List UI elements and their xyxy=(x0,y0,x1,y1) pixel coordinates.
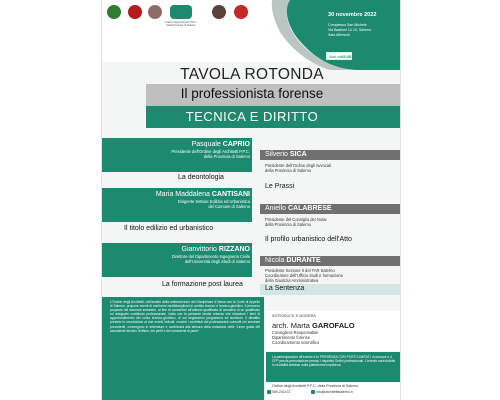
speaker-role: Presidente del Consiglio dei Notai xyxy=(265,217,327,222)
speaker-first-name: Gianvittorio xyxy=(181,246,217,253)
speaker-first-name: Maria Maddalena xyxy=(155,191,210,198)
title-line-2: Il professionista forense xyxy=(180,86,324,101)
speaker-first-name: Aniello xyxy=(265,205,287,212)
speaker-calabrese xyxy=(265,205,332,212)
venue-logo-mark-icon xyxy=(360,52,367,60)
moderator-role-line: Coordinamento scientifico xyxy=(272,340,320,345)
footer-email[interactable]: info@architettisalerno.it xyxy=(316,390,353,394)
start-time-label: Start ore xyxy=(329,54,343,59)
talk-title: La deontologia xyxy=(178,174,224,181)
event-date: 30 novembre 2022 xyxy=(328,12,377,18)
speaker-role: del Comune di Salerno xyxy=(208,204,250,209)
moderator-role-line: Consigliera Responsabile xyxy=(272,330,319,335)
email-icon xyxy=(311,390,315,394)
speaker-role: dell'Università degli Studi di Salerno xyxy=(184,259,250,264)
venue-line-2: Via Bastioni 14 10, Salerno xyxy=(328,28,372,32)
start-time-box xyxy=(326,52,352,60)
title-line-3: TECNICA E DIRITTO xyxy=(185,109,319,124)
speaker-role: Presidente dell'Ordine degli Avvocati xyxy=(265,163,332,168)
intro-text: L'Ordine degli Architetti, nell'ambito della sottoscrizione del Disciplinare d'Intesa con la Corte di Appello di Salerno, propone eventi di confronto multidisciplinari in ambito tecnico e tecnico-giuridico. Il percorso proposto nel secondo semestre, al fine di consentire all'uditorio qualificato di avvalersi di un qualificato ed adeguato contributo professionale, inizia con la presente tavola rotonda che introduce i temi di approfondimento del corso tecnico-giuridico, di cui seguiranno programma ed iscrizioni. Il dibattito previsto in conclusione ai due eventi indicati, nonché i contributi dei professionisti coinvolti nei seminari precedenti, convergono in letterature e contribuirà alla stesura della redazione delle "Linee guida del consulente tecnico d'ufficio, dei periti e dei consulenti di parte". xyxy=(110,300,260,333)
speaker-first-name: Pasquale xyxy=(191,141,221,148)
footer-org: Ordine degli Architetti P.P.C. della Provincia di Salerno xyxy=(272,384,359,388)
ordine-notai-icon xyxy=(148,5,162,19)
speaker-first-name: Nicola xyxy=(265,257,285,264)
speaker-role: Presidente Sezione II del TAR Salerno xyxy=(265,268,335,273)
speaker-caprio xyxy=(106,141,250,159)
venue-logo xyxy=(360,51,396,61)
speaker-last-name: CALABRESE xyxy=(287,205,332,212)
speaker-role: Dirigente Settore Edilizia ed Urbanistica xyxy=(177,199,250,204)
logo-caption: Ordine degli Architetti P.P.C. della Provincia di Salerno xyxy=(164,21,198,27)
header xyxy=(102,0,401,62)
speaker-cantisani xyxy=(106,191,250,209)
speaker-role: della Provincia di Salerno xyxy=(203,154,250,159)
ordine-avvocati-icon xyxy=(128,5,142,19)
speaker-last-name: SICA xyxy=(289,151,307,158)
speaker-first-name: Silverio xyxy=(265,151,288,158)
poster xyxy=(101,0,401,400)
cpf-text: La partecipazione all'evento è in PRESENZA CON POSTI LIMITATI, riconosce n.4 CFP previa prenotazione presso i rispettivi Ordini professionali. L'evento sarà fruibile in modalità webinar sulla piattaforma ImpAtena. xyxy=(272,355,396,367)
talk-title: Il profilo urbanistico dell'Atto xyxy=(265,236,352,243)
talk-title: La Sentenza xyxy=(265,285,305,292)
speaker-last-name: DURANTE xyxy=(286,257,321,264)
speaker-role: Coordinatore dell'Ufficio studi e formazione xyxy=(265,273,343,278)
moderator-title: arch. xyxy=(272,321,289,330)
speaker-role: Direttore del Dipartimento Ingegneria Civile xyxy=(171,254,250,259)
moderator-role xyxy=(272,330,319,345)
ordine-architetti-icon xyxy=(170,5,192,19)
moderator-label: INTRODUCE E MODERA xyxy=(272,314,316,318)
speaker-role: della Giustizia Amministrativa xyxy=(265,278,319,283)
start-time-value: 15:30 xyxy=(341,54,352,59)
speaker-role: della Provincia di Salerno xyxy=(265,222,312,227)
speaker-role: della Provincia di Salerno xyxy=(265,168,312,173)
speaker-rizzano xyxy=(106,246,250,264)
unisa-icon xyxy=(212,5,226,19)
tar-icon xyxy=(234,5,248,19)
speaker-last-name: RIZZANO xyxy=(218,246,250,253)
venue-logo-line-1: COMPLESSO xyxy=(369,51,387,55)
talk-title: Il titolo edilizio ed urbanistico xyxy=(124,225,214,232)
moderator-role-line: Dipartimento forense xyxy=(272,335,310,340)
venue-logo-line-2: SAN MICHELE xyxy=(369,54,389,59)
venue-line-1: Complesso San Michele xyxy=(328,23,367,27)
speaker-last-name: CAPRIO xyxy=(222,141,250,148)
title-line-1: TAVOLA ROTONDA xyxy=(180,66,324,83)
moderator-first-name: Marta xyxy=(290,321,310,330)
speaker-sica xyxy=(265,151,307,158)
footer-phone[interactable]: 089.241472 xyxy=(272,390,291,394)
talk-title: La formazione post laurea xyxy=(162,281,243,288)
moderator-name xyxy=(272,321,355,330)
emblem-repubblica-icon xyxy=(107,5,121,19)
speaker-role: Presidente dell'Ordine degli Architetti P.P.C. xyxy=(171,149,250,154)
moderator-last-name: GAROFALO xyxy=(312,321,355,330)
speaker-last-name: CANTISANI xyxy=(211,191,250,198)
talk-title: Le Prassi xyxy=(265,183,295,190)
speaker-durante xyxy=(265,257,321,264)
venue-line-3: Sala Affreschi xyxy=(328,33,350,37)
phone-icon xyxy=(267,390,271,394)
